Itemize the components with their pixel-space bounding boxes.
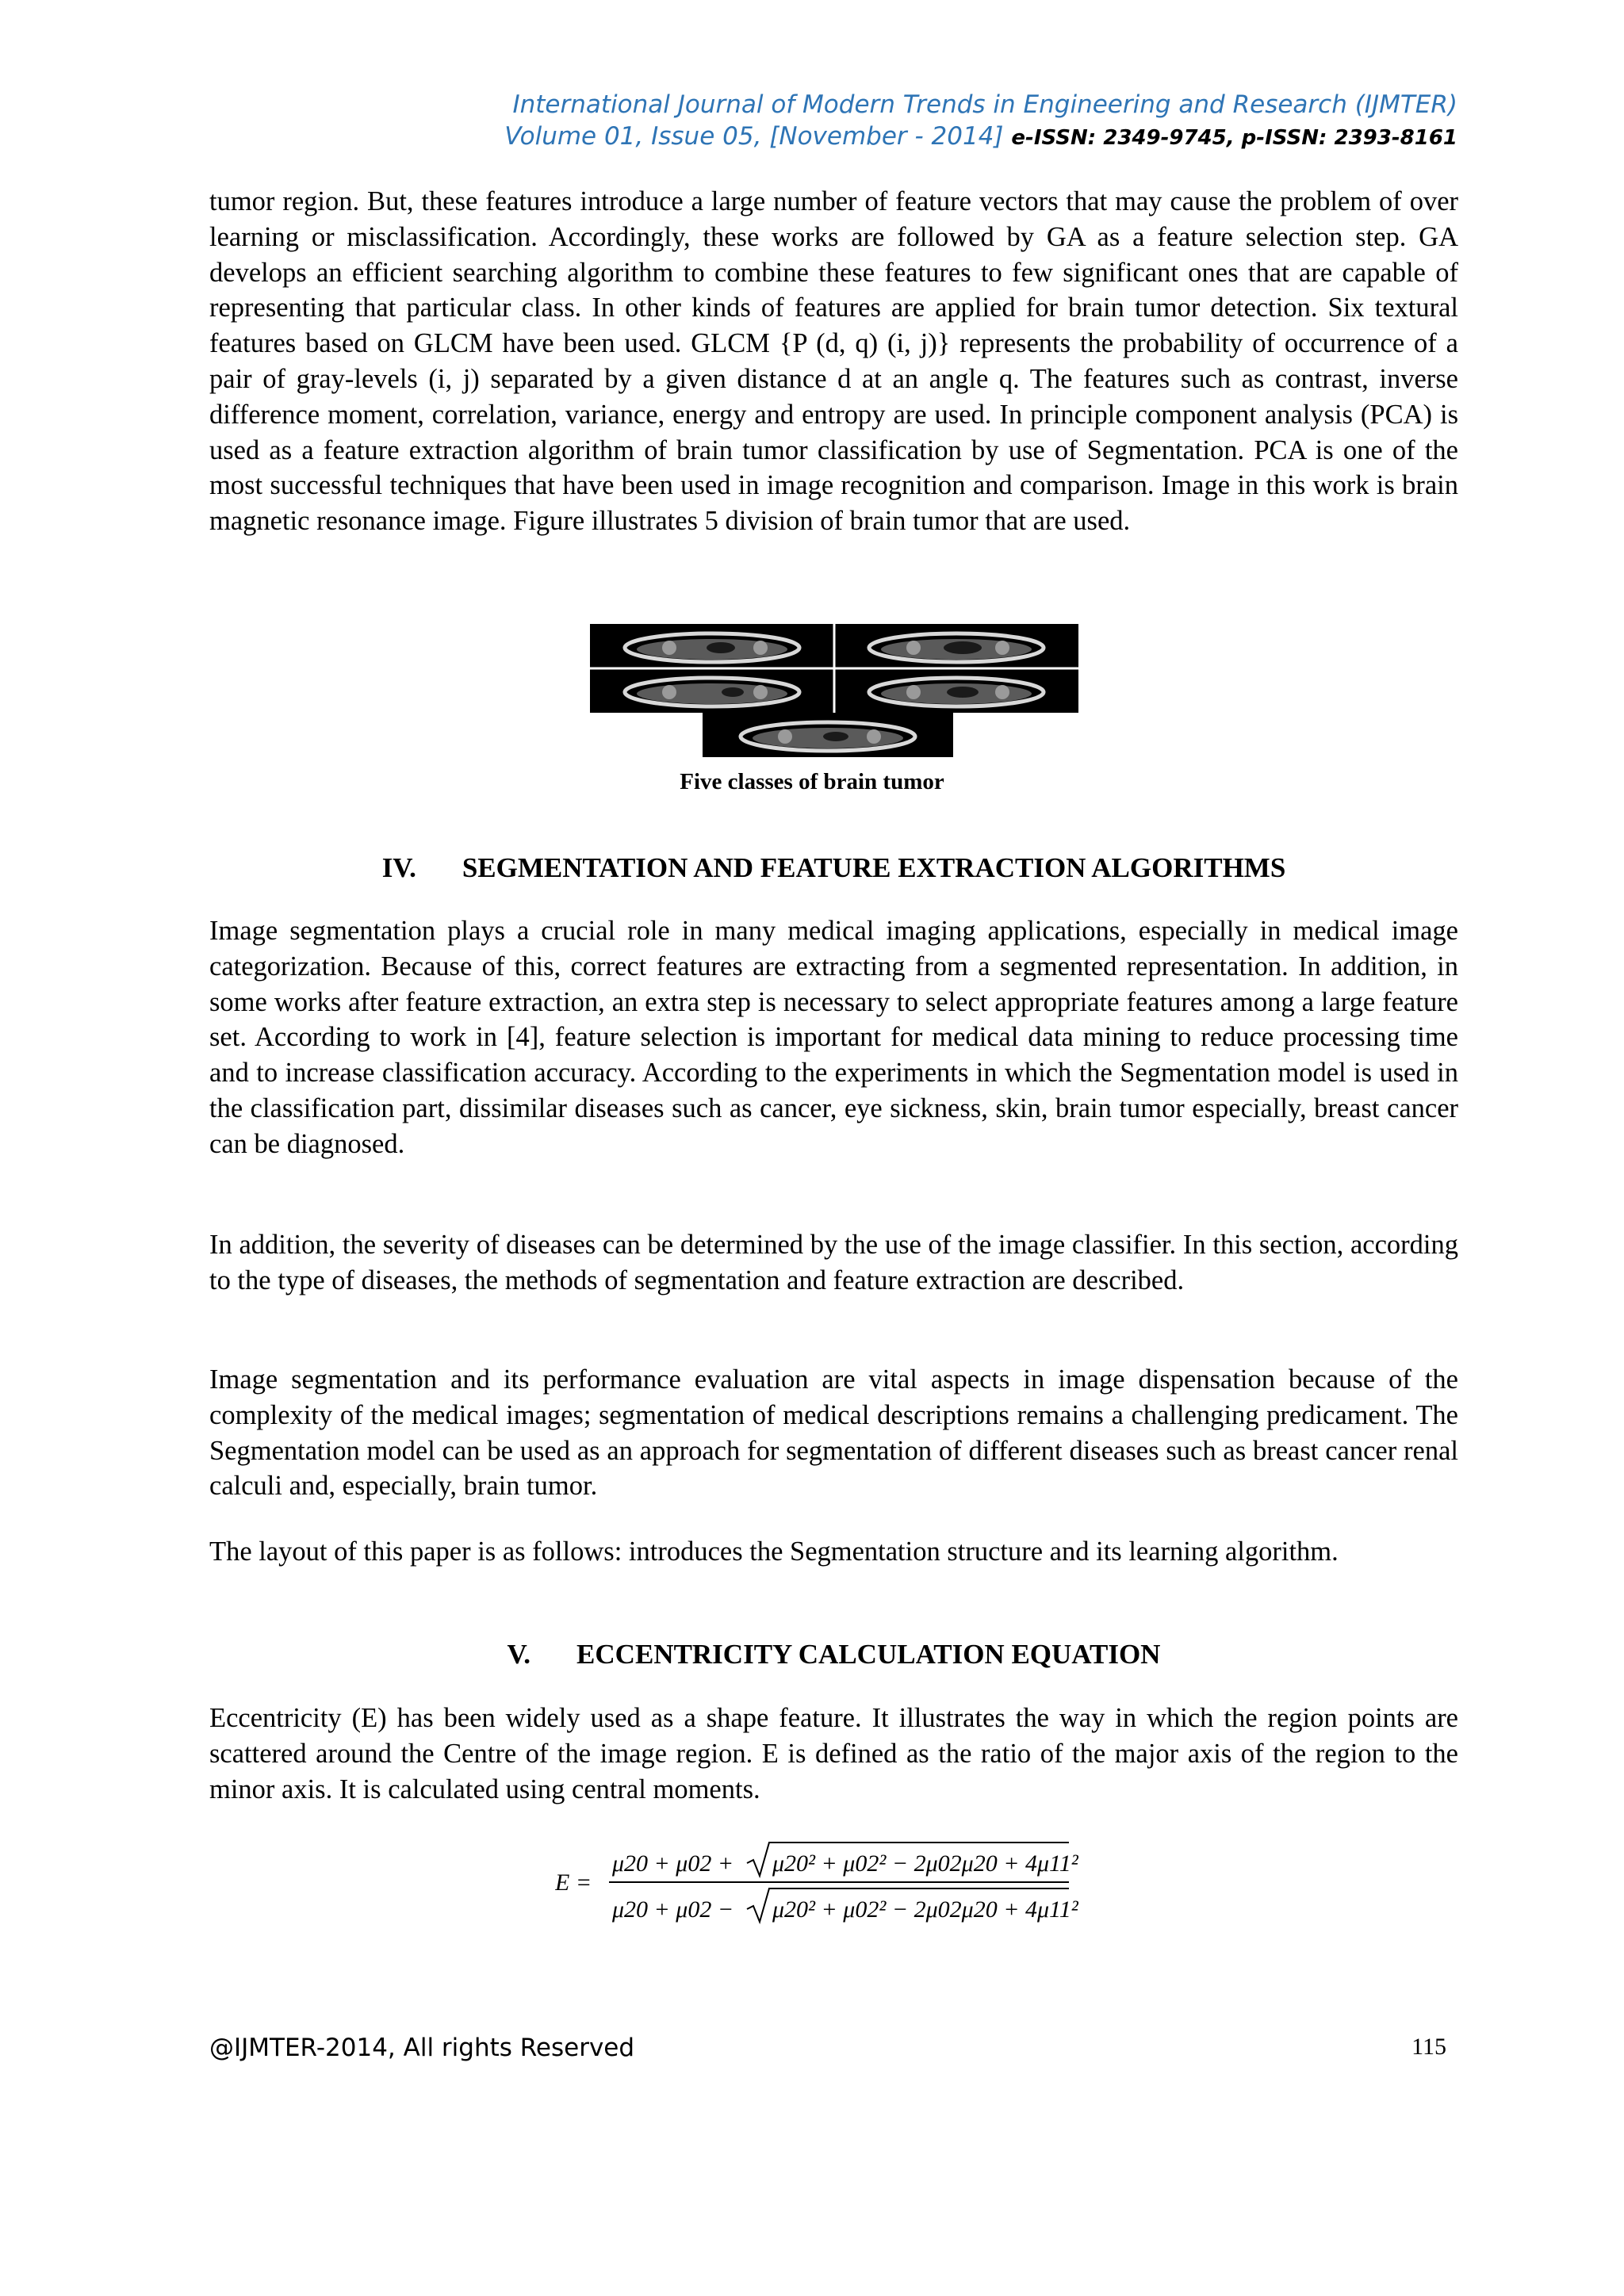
equation-denominator-left: μ20 + μ02 − [612,1896,734,1923]
paragraph-layout [209,1534,1458,1570]
paragraph-text: tumor region. But, these features introduce a large number of feature vectors that may cause the problem of over learning or misclassification. Accordingly, these works are followed by GA as a feature selection step. GA develops an efficient searching algorithm to combine these features to few significant ones that are capable of representing that particular class. In other kinds of features are applied for brain tumor detection. Six textural features based on GLCM have been used. GLCM {P (d, q) (i, j)} represents the probability of occurrence of a pair of gray-levels (i, j) separated by a given distance d at an angle q. The features such as contrast, inverse difference moment, correlation, variance, energy and entropy are used. In principle component analysis (PCA) is used as a feature extraction algorithm of brain tumor classification by use of Segmentation. PCA is one of the most successful techniques that have been used in image recognition and comparison. Image in this work is brain magnetic resonance image. Figure illustrates 5 division of brain tumor that are used. [209,186,1458,537]
journal-volume-line [504,121,1457,154]
section-heading-iv [209,852,1458,884]
paragraph-text: The layout of this paper is as follows: introduces the Segmentation structure and its learning algorithm. [209,1536,1339,1567]
paragraph-text: Image segmentation plays a crucial role in many medical imaging applications, especially in medical image categorization. Because of this, correct features are extracting from a segmented representation. In addition, in some works after feature extraction, an extra step is necessary to select appropriate features among a large feature set. According to work in [4], feature selection is important for medical data mining to reduce processing time and to increase classification accuracy. According to the experiments in which the Segmentation model is used in the classification part, dissimilar diseases such as cancer, eye sickness, skin, brain tumor especially, breast cancer can be diagnosed. [209,916,1458,1159]
footer-copyright: @IJMTER-2014, All rights Reserved [209,2034,635,2062]
equation-lhs: E = [555,1869,592,1896]
journal-volume: Volume 01, Issue 05, [November - 2014] [504,122,1004,151]
paragraph-intro [209,184,1458,539]
page-number: 115 [1411,2034,1446,2060]
paragraph-text: Image segmentation and its performance evaluation are vital aspects in image dispensation because of the complexity of the medical images; segmentation of medical descriptions remains a challenging predicament. The Segmentation model can be used as an approach for segmentation of different diseases such as breast cancer renal calculi and, especially, brain tumor. [209,1364,1458,1502]
equation-numerator-radicand: μ20² + μ02² − 2μ02μ20 + 4μ11² [772,1850,1078,1877]
eccentricity-equation [555,1839,1078,1927]
section-number: IV. [381,852,416,883]
equation-denominator-radicand: μ20² + μ02² − 2μ02μ20 + 4μ11² [772,1896,1078,1923]
figure-caption: Five classes of brain tumor [680,769,944,794]
paragraph-text: Eccentricity (E) has been widely used as a shape feature. It illustrates the way in which the region points are scattered around the Centre of the image region. E is defined as the ratio of the major axis of the region to the minor axis. It is calculated using central moments. [209,1703,1458,1804]
section-heading-v [209,1639,1458,1670]
journal-issn: e-ISSN: 2349-9745, p-ISSN: 2393-8161 [1011,126,1457,150]
paragraph-text: In addition, the severity of diseases can be determined by the use of the image classifier. In this section, according to the type of diseases, the methods of segmentation and feature extraction are described. [209,1230,1458,1295]
journal-title: International Journal of Modern Trends in Engineering and Research (IJMTER) [512,90,1457,119]
paragraph-segmentation [209,913,1458,1162]
paragraph-severity [209,1227,1458,1299]
section-title: SEGMENTATION AND FEATURE EXTRACTION ALGORITHMS [462,852,1286,883]
paragraph-eccentricity [209,1701,1458,1807]
section-number: V. [507,1639,531,1670]
journal-header [504,89,1457,154]
section-title: ECCENTRICITY CALCULATION EQUATION [576,1639,1161,1670]
paragraph-evaluation [209,1362,1458,1504]
brain-tumor-figure [590,624,1078,757]
equation-numerator-left: μ20 + μ02 + [612,1850,734,1877]
